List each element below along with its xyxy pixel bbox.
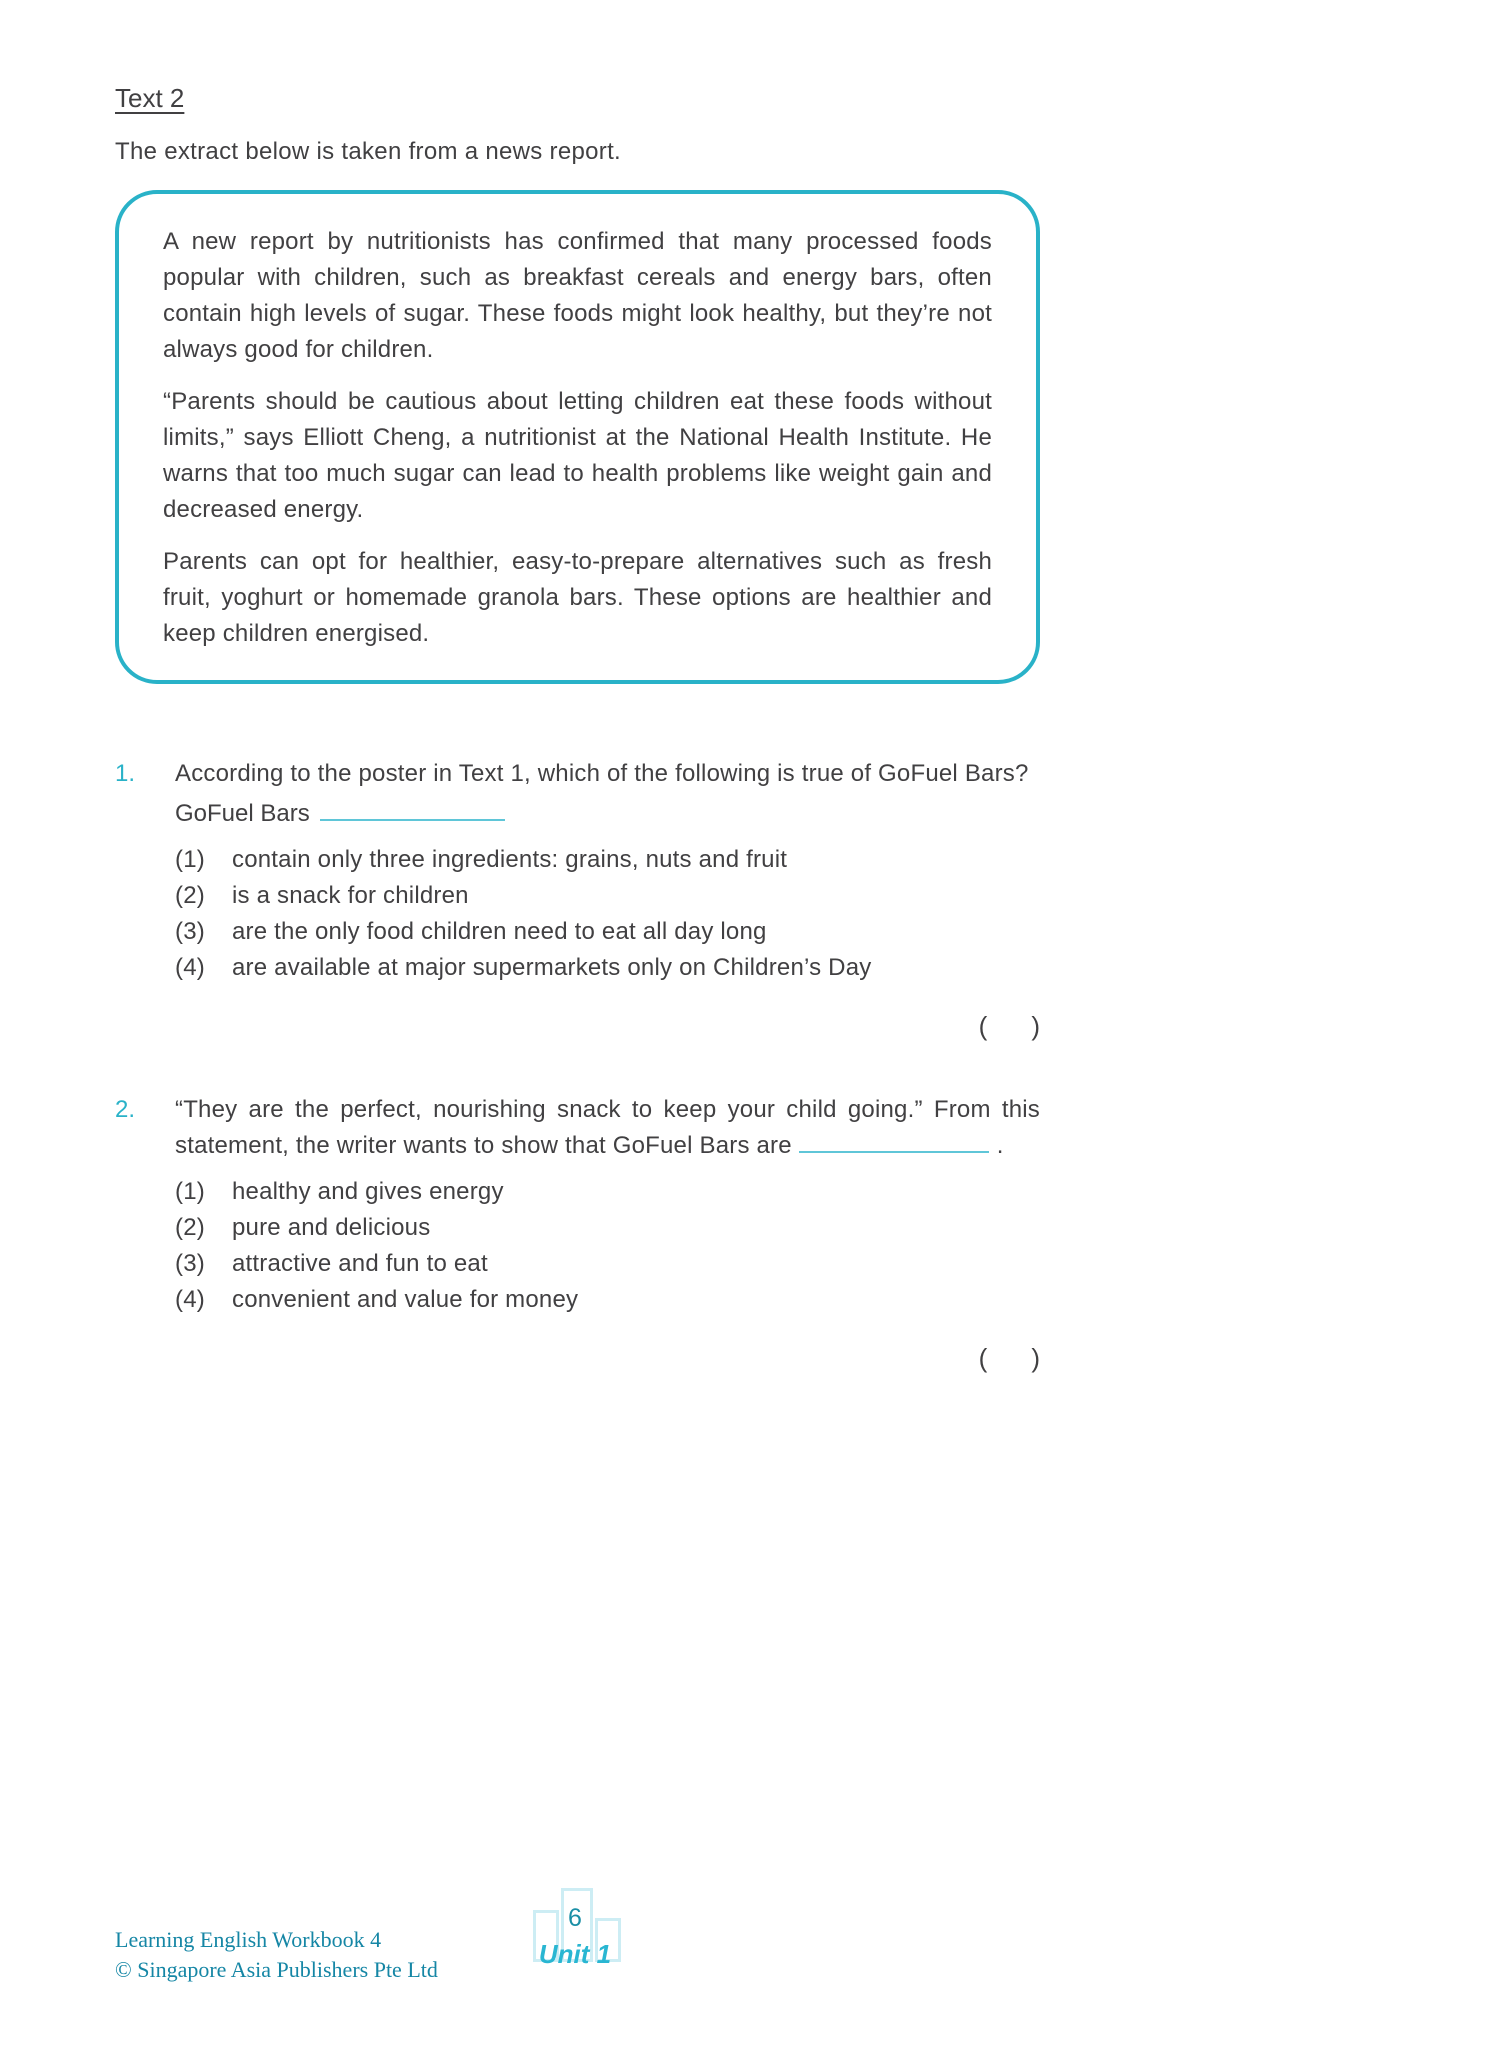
page-content bbox=[115, 83, 1040, 1376]
option-number: (1) bbox=[175, 846, 205, 873]
bracket-open: ( bbox=[978, 1011, 988, 1041]
footer-page-block bbox=[505, 1890, 645, 1970]
option-number: (4) bbox=[175, 954, 205, 981]
page-heading: Text 2 bbox=[115, 83, 185, 113]
question-2-prompt bbox=[175, 1092, 1040, 1164]
option-text: are available at major supermarkets only on Children’s Day bbox=[232, 954, 872, 981]
option-number: (2) bbox=[175, 1214, 205, 1241]
question-1-options bbox=[175, 842, 1040, 986]
option-number: (2) bbox=[175, 882, 205, 909]
extract-paragraph-2: “Parents should be cautious about letting children eat these foods without limits,” says Elliott Cheng, a nutritionist at the National Health Institute. He warns that too much sugar can lead to health problems like weight gain and decreased energy. bbox=[163, 388, 992, 523]
bracket-close: ) bbox=[1031, 1343, 1040, 1373]
option-text: is a snack for children bbox=[232, 882, 469, 909]
option-row bbox=[175, 914, 1040, 950]
page-number: 6 bbox=[568, 1904, 582, 1932]
option-row bbox=[175, 1174, 1040, 1210]
option-row bbox=[175, 1210, 1040, 1246]
bracket-open: ( bbox=[978, 1343, 988, 1373]
question-2 bbox=[115, 1092, 1040, 1376]
answer-blank bbox=[320, 799, 505, 821]
question-1-stem: GoFuel Bars bbox=[175, 800, 310, 827]
footer-book-title: Learning English Workbook 4 bbox=[115, 1927, 382, 1952]
answer-blank bbox=[799, 1131, 989, 1153]
footer-imprint bbox=[115, 1925, 438, 1985]
option-row bbox=[175, 950, 1040, 986]
extract-paragraph-1: A new report by nutritionists has confirmed that many processed foods popular with children, such as breakfast cereals and energy bars, often contain high levels of sugar. These foods might look healthy, but they’re not always good for children. bbox=[163, 228, 992, 363]
answer-brackets bbox=[115, 1008, 1040, 1044]
option-text: attractive and fun to eat bbox=[232, 1250, 488, 1277]
option-text: are the only food children need to eat all day long bbox=[232, 918, 767, 945]
option-row bbox=[175, 1246, 1040, 1282]
option-text: pure and delicious bbox=[232, 1214, 431, 1241]
option-row bbox=[175, 878, 1040, 914]
question-1-prompt: According to the poster in Text 1, which of the following is true of GoFuel Bars? bbox=[175, 760, 1029, 787]
option-row bbox=[175, 842, 1040, 878]
extract-paragraph-3: Parents can opt for healthier, easy-to-prepare alternatives such as fresh fruit, yoghurt or homemade granola bars. These options are healthier and keep children energised. bbox=[163, 548, 992, 647]
option-number: (3) bbox=[175, 1250, 205, 1277]
option-text: healthy and gives energy bbox=[232, 1178, 504, 1205]
option-number: (3) bbox=[175, 918, 205, 945]
bracket-close: ) bbox=[1031, 1011, 1040, 1041]
question-1-number: 1. bbox=[115, 760, 136, 787]
option-text: contain only three ingredients: grains, nuts and fruit bbox=[232, 846, 788, 873]
footer-publisher: © Singapore Asia Publishers Pte Ltd bbox=[115, 1957, 438, 1982]
question-1-stem-row bbox=[175, 796, 1040, 832]
option-number: (4) bbox=[175, 1286, 205, 1313]
option-row bbox=[175, 1282, 1040, 1318]
answer-brackets bbox=[115, 1340, 1040, 1376]
extract-box bbox=[115, 190, 1040, 684]
question-2-options bbox=[175, 1174, 1040, 1318]
question-2-prompt-text: “They are the perfect, nourishing snack to keep your child going.” From this statement, the writer wants to show that GoFuel Bars are bbox=[175, 1096, 1040, 1159]
option-number: (1) bbox=[175, 1178, 205, 1205]
intro-text: The extract below is taken from a news report. bbox=[115, 138, 622, 165]
question-2-number: 2. bbox=[115, 1096, 136, 1123]
option-text: convenient and value for money bbox=[232, 1286, 579, 1313]
unit-label: Unit 1 bbox=[538, 1939, 612, 1969]
question-2-prompt-suffix: . bbox=[996, 1132, 1004, 1159]
question-1 bbox=[115, 756, 1040, 1044]
